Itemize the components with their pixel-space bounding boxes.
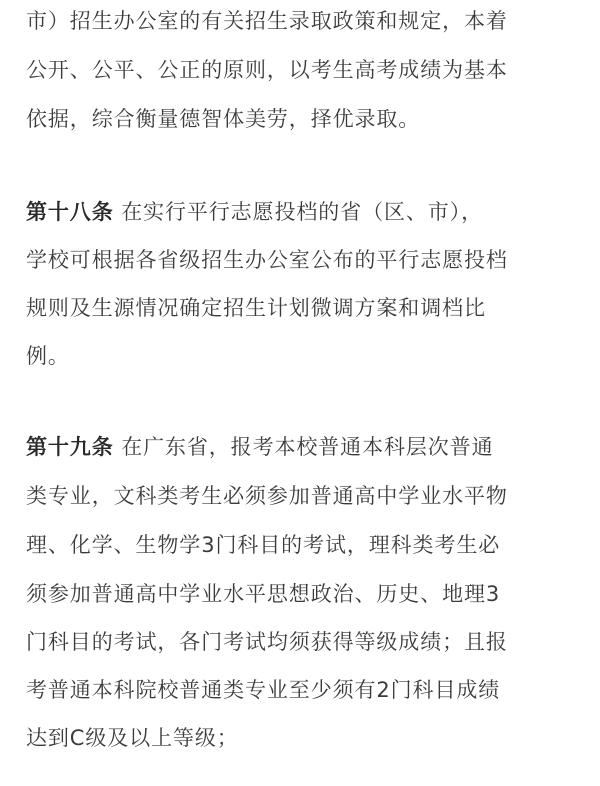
article-first-line [26,432,494,462]
paragraph-line: 须参加普通高中学业水平思想政治、历史、地理3 [26,582,501,606]
article-first-line [26,197,483,227]
paragraph-line: 理、化学、生物学3门科目的考试，理科类考生必 [26,533,501,557]
article-text: 在广东省，报考本校普通本科层次普通 [121,435,494,459]
paragraph-line: 学校可根据各省级招生办公室公布的平行志愿投档 [26,248,508,272]
paragraph-line: 门科目的考试，各门考试均须获得等级成绩；且报 [26,630,508,654]
paragraph-line: 达到C级及以上等级； [26,726,239,750]
paragraph-line: 公开、公平、公正的原则，以考生高考成绩为基本 [26,58,508,82]
paragraph-line: 例。 [26,344,70,368]
article-heading: 第十八条 [26,200,114,224]
paragraph-line: 类专业，文科类考生必须参加普通高中学业水平物 [26,484,508,508]
paragraph-line: 考普通本科院校普通类专业至少须有2门科目成绩 [26,678,501,702]
article-text: 在实行平行志愿投档的省（区、市）， [121,200,483,224]
article-heading: 第十九条 [26,435,114,459]
paragraph-line: 规则及生源情况确定招生计划微调方案和调档比 [26,296,486,320]
paragraph-line: 依据，综合衡量德智体美劳，择优录取。 [26,107,421,131]
paragraph-line: 市）招生办公室的有关招生录取政策和规定，本着 [26,9,508,33]
